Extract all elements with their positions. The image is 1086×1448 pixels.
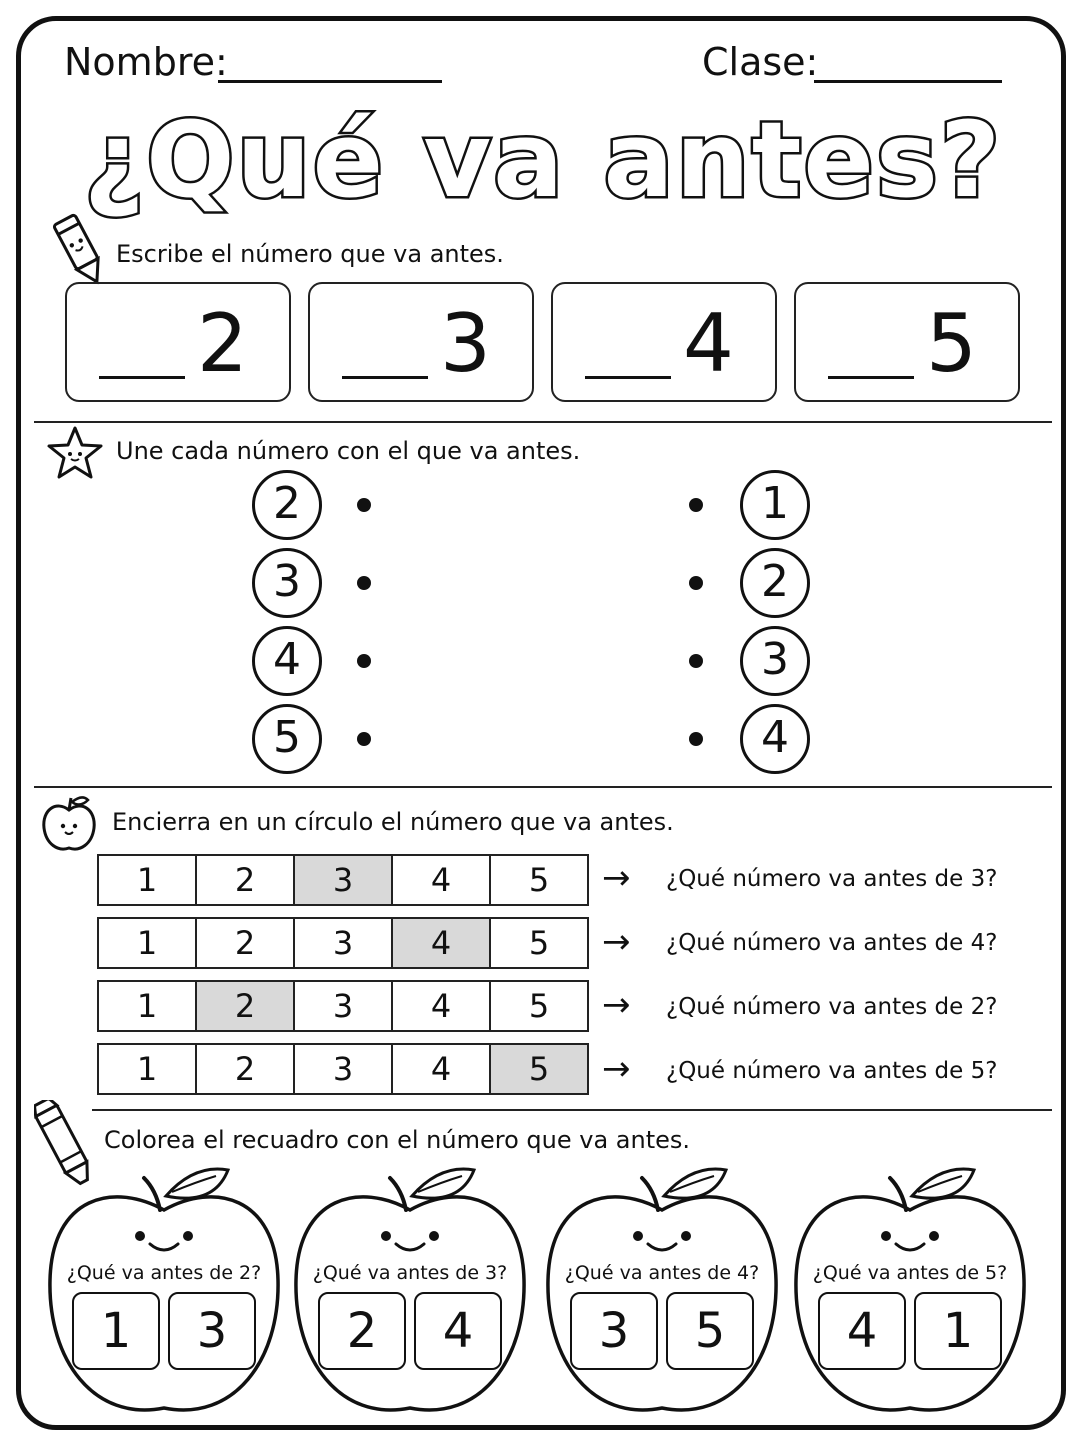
row-question: ¿Qué número va antes de 3? xyxy=(666,866,998,892)
number-cell-highlighted[interactable]: 2 xyxy=(196,981,294,1031)
section-divider xyxy=(34,421,1052,423)
apple-icon xyxy=(38,792,100,856)
match-dot-right[interactable] xyxy=(689,732,703,746)
section2-instruction: Une cada número con el que va antes. xyxy=(116,437,581,465)
right-number-circle: 3 xyxy=(740,626,810,696)
number-cell-highlighted[interactable]: 5 xyxy=(490,1044,588,1094)
number-cell[interactable]: 4 xyxy=(392,981,490,1031)
section3-instruction: Encierra en un círculo el número que va antes. xyxy=(112,808,674,836)
page-title: ¿Qué va antes? xyxy=(83,99,1003,221)
apple-option-box[interactable]: 1 xyxy=(72,1292,160,1370)
right-number-circle: 1 xyxy=(740,470,810,540)
apple-card xyxy=(44,1160,284,1430)
apple-option-box[interactable]: 1 xyxy=(914,1292,1002,1370)
class-line[interactable] xyxy=(814,80,1002,83)
apple-card xyxy=(290,1160,530,1430)
number-cell[interactable]: 1 xyxy=(98,1044,196,1094)
apple-option-box[interactable]: 2 xyxy=(318,1292,406,1370)
name-line[interactable] xyxy=(218,80,442,83)
number-row xyxy=(97,980,589,1032)
number-cell[interactable]: 3 xyxy=(294,1044,392,1094)
arrow-icon: → xyxy=(602,1049,631,1089)
number-cell[interactable]: 1 xyxy=(98,855,196,905)
section-divider xyxy=(34,786,1052,788)
left-number-circle: 2 xyxy=(252,470,322,540)
apple-question: ¿Qué va antes de 4? xyxy=(564,1262,760,1284)
row-question: ¿Qué número va antes de 4? xyxy=(666,930,998,956)
left-number-circle: 3 xyxy=(252,548,322,618)
answer-blank[interactable] xyxy=(828,376,914,379)
section1-instruction: Escribe el número que va antes. xyxy=(116,240,504,268)
given-number: 4 xyxy=(683,297,734,390)
row-question: ¿Qué número va antes de 5? xyxy=(666,1058,998,1084)
number-cell-highlighted[interactable]: 4 xyxy=(392,918,490,968)
before-number-box xyxy=(551,282,777,402)
number-cell[interactable]: 1 xyxy=(98,981,196,1031)
match-dot-left[interactable] xyxy=(357,576,371,590)
arrow-icon: → xyxy=(602,985,631,1025)
section4-instruction: Colorea el recuadro con el número que va antes. xyxy=(104,1126,691,1154)
arrow-icon: → xyxy=(602,922,631,962)
section-divider xyxy=(92,1109,1052,1111)
before-number-box xyxy=(308,282,534,402)
apple-option-box[interactable]: 3 xyxy=(570,1292,658,1370)
apple-option-box[interactable]: 4 xyxy=(818,1292,906,1370)
apple-card xyxy=(790,1160,1030,1430)
left-number-circle: 5 xyxy=(252,704,322,774)
number-cell[interactable]: 2 xyxy=(196,855,294,905)
apple-question: ¿Qué va antes de 2? xyxy=(66,1262,262,1284)
apple-option-box[interactable]: 4 xyxy=(414,1292,502,1370)
apple-question: ¿Qué va antes de 3? xyxy=(312,1262,508,1284)
arrow-icon: → xyxy=(602,858,631,898)
given-number: 2 xyxy=(197,297,248,390)
number-cell[interactable]: 5 xyxy=(490,855,588,905)
given-number: 5 xyxy=(926,297,977,390)
number-row xyxy=(97,917,589,969)
number-cell[interactable]: 3 xyxy=(294,981,392,1031)
right-number-circle: 2 xyxy=(740,548,810,618)
before-number-box xyxy=(65,282,291,402)
answer-blank[interactable] xyxy=(342,376,428,379)
apple-option-box[interactable]: 3 xyxy=(168,1292,256,1370)
left-number-circle: 4 xyxy=(252,626,322,696)
row-question: ¿Qué número va antes de 2? xyxy=(666,994,998,1020)
given-number: 3 xyxy=(440,297,491,390)
number-cell[interactable]: 1 xyxy=(98,918,196,968)
number-cell[interactable]: 4 xyxy=(392,1044,490,1094)
answer-blank[interactable] xyxy=(585,376,671,379)
before-number-box xyxy=(794,282,1020,402)
answer-blank[interactable] xyxy=(99,376,185,379)
match-dot-left[interactable] xyxy=(357,732,371,746)
match-dot-right[interactable] xyxy=(689,576,703,590)
class-label: Clase: xyxy=(702,40,819,84)
apple-card xyxy=(542,1160,782,1430)
match-dot-right[interactable] xyxy=(689,654,703,668)
match-dot-left[interactable] xyxy=(357,498,371,512)
number-cell[interactable]: 5 xyxy=(490,918,588,968)
number-cell-highlighted[interactable]: 3 xyxy=(294,855,392,905)
right-number-circle: 4 xyxy=(740,704,810,774)
number-cell[interactable]: 3 xyxy=(294,918,392,968)
apple-option-box[interactable]: 5 xyxy=(666,1292,754,1370)
match-dot-left[interactable] xyxy=(357,654,371,668)
pencil-icon xyxy=(52,210,108,290)
number-row xyxy=(97,854,589,906)
name-label: Nombre: xyxy=(64,40,228,84)
match-dot-right[interactable] xyxy=(689,498,703,512)
apple-question: ¿Qué va antes de 5? xyxy=(812,1262,1008,1284)
number-cell[interactable]: 2 xyxy=(196,918,294,968)
number-cell[interactable]: 2 xyxy=(196,1044,294,1094)
number-cell[interactable]: 5 xyxy=(490,981,588,1031)
number-row xyxy=(97,1043,589,1095)
star-icon xyxy=(44,424,106,484)
number-cell[interactable]: 4 xyxy=(392,855,490,905)
